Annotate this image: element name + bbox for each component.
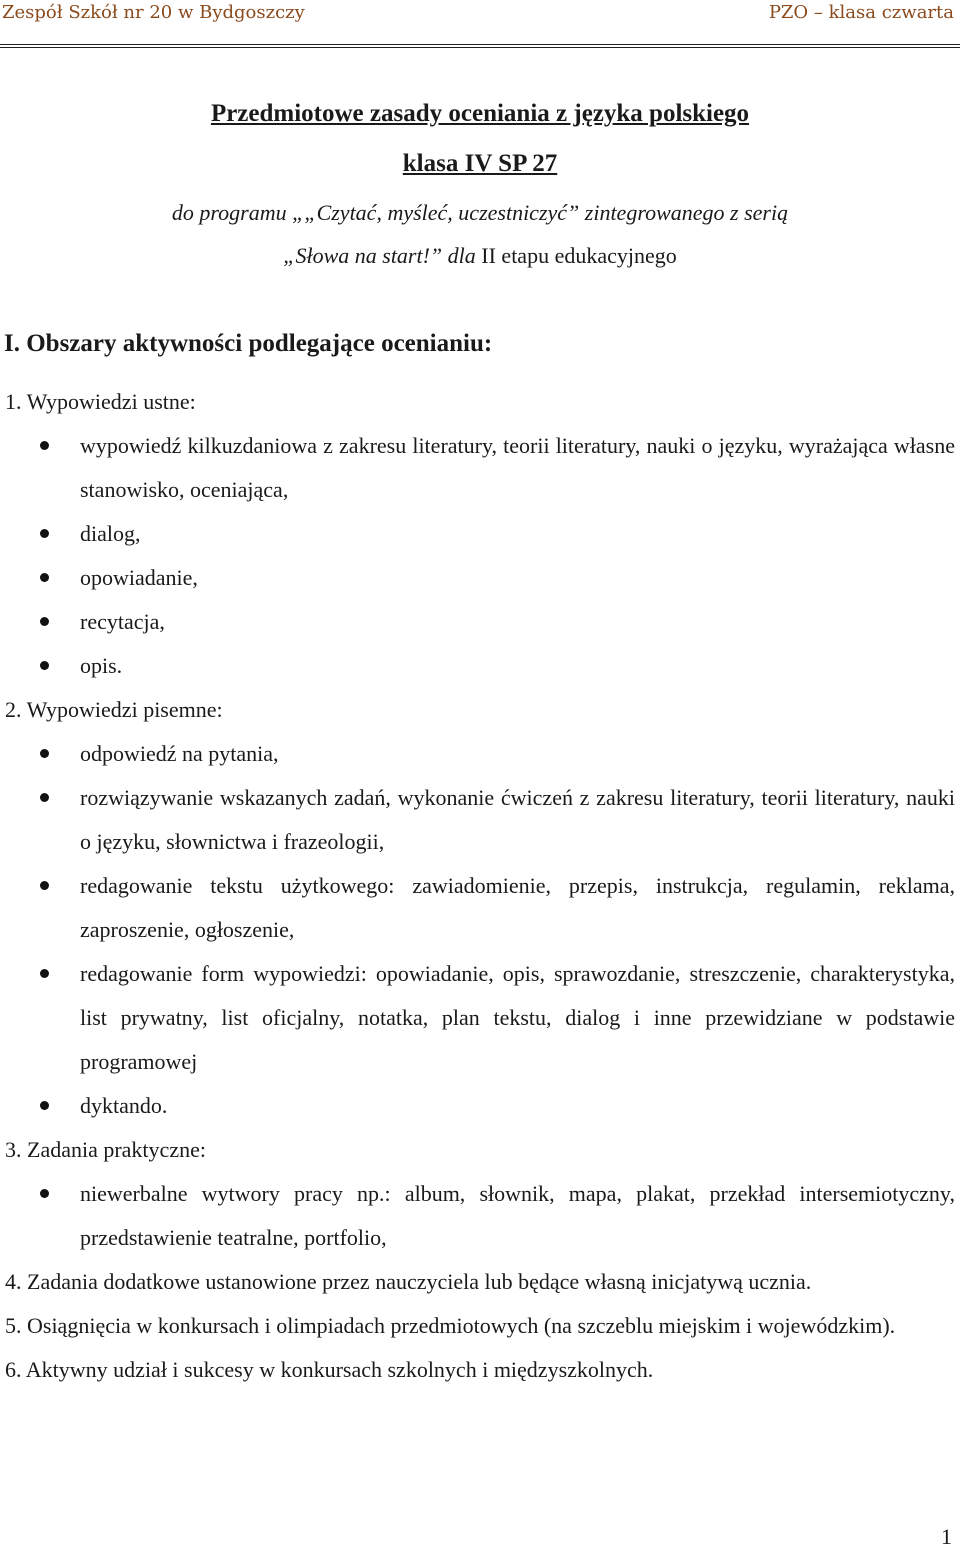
program-series-name: „Słowa na start!” dla <box>283 243 476 268</box>
list-item-text: dyktando. <box>80 1093 168 1118</box>
program-line-2 <box>0 243 960 269</box>
list-item <box>5 952 955 1084</box>
list-item <box>5 776 955 864</box>
list-item <box>5 1084 955 1128</box>
list-item <box>5 1172 955 1260</box>
section-2-heading: 2. Wypowiedzi pisemne: <box>5 697 223 722</box>
list-item-text: niewerbalne wytwory pracy np.: album, słownik, mapa, plakat, przekład intersemiotyczny, przedstawienie teatralne, portfolio, <box>80 1181 955 1250</box>
list-item-text: opowiadanie, <box>80 565 198 590</box>
header-document-label: PZO – klasa czwarta <box>768 2 954 23</box>
bullet-icon <box>40 793 49 802</box>
document-title: Przedmiotowe zasady oceniania z języka polskiego <box>210 100 750 127</box>
section-1-list <box>5 424 955 688</box>
section-heading: I. Obszary aktywności podlegające ocenianiu: <box>4 330 493 357</box>
point-4: 4. Zadania dodatkowe ustanowione przez nauczyciela lub będące własną inicjatywą ucznia. <box>5 1269 812 1294</box>
list-item-text: rozwiązywanie wskazanych zadań, wykonanie ćwiczeń z zakresu literatury, teorii literatury, nauki o języku, słownictwa i frazeologii, <box>80 785 955 854</box>
list-item-text: wypowiedź kilkuzdaniowa z zakresu literatury, teorii literatury, nauki o języku, wyrażająca własne stanowisko, oceniająca, <box>80 433 955 502</box>
program-line-1: do programu „„Czytać, myśleć, uczestniczyć” zintegrowanego z serią <box>171 200 789 225</box>
list-item <box>5 512 955 556</box>
list-item-text: redagowanie tekstu użytkowego: zawiadomienie, przepis, instrukcja, regulamin, reklama, zaproszenie, ogłoszenie, <box>80 873 955 942</box>
page-header <box>0 0 960 48</box>
list-item-text: dialog, <box>80 521 141 546</box>
page-number: 1 <box>941 1524 952 1549</box>
list-item-text: redagowanie form wypowiedzi: opowiadanie, opis, sprawozdanie, streszczenie, charakterystyka, list prywatny, list oficjalny, notatka, plan tekstu, dialog i inne przewidziane w podstawie programowej <box>80 961 955 1074</box>
bullet-icon <box>40 441 49 450</box>
list-item <box>5 600 955 644</box>
program-stage: II etapu edukacyjnego <box>475 243 677 268</box>
content-body <box>5 380 955 1392</box>
point-5: 5. Osiągnięcia w konkursach i olimpiadach przedmiotowych (na szczeblu miejskim i wojewódzkim). <box>5 1313 896 1338</box>
section-1-heading: 1. Wypowiedzi ustne: <box>5 389 196 414</box>
bullet-icon <box>40 749 49 758</box>
bullet-icon <box>40 969 49 978</box>
list-item-text: recytacja, <box>80 609 165 634</box>
list-item <box>5 424 955 512</box>
list-item <box>5 864 955 952</box>
list-item-text: odpowiedź na pytania, <box>80 741 279 766</box>
bullet-icon <box>40 661 49 670</box>
list-item <box>5 556 955 600</box>
section-3-heading: 3. Zadania praktyczne: <box>5 1137 206 1162</box>
header-school-name: Zespół Szkół nr 20 w Bydgoszczy <box>2 2 305 23</box>
bullet-icon <box>40 529 49 538</box>
bullet-icon <box>40 573 49 582</box>
bullet-icon <box>40 617 49 626</box>
list-item <box>5 732 955 776</box>
list-item <box>5 644 955 688</box>
section-2-list <box>5 732 955 1128</box>
section-3-list <box>5 1172 955 1260</box>
bullet-icon <box>40 1189 49 1198</box>
bullet-icon <box>40 881 49 890</box>
bullet-icon <box>40 1101 49 1110</box>
document-class: klasa IV SP 27 <box>402 150 558 177</box>
point-6: 6. Aktywny udział i sukcesy w konkursach szkolnych i międzyszkolnych. <box>5 1357 654 1382</box>
list-item-text: opis. <box>80 653 123 678</box>
